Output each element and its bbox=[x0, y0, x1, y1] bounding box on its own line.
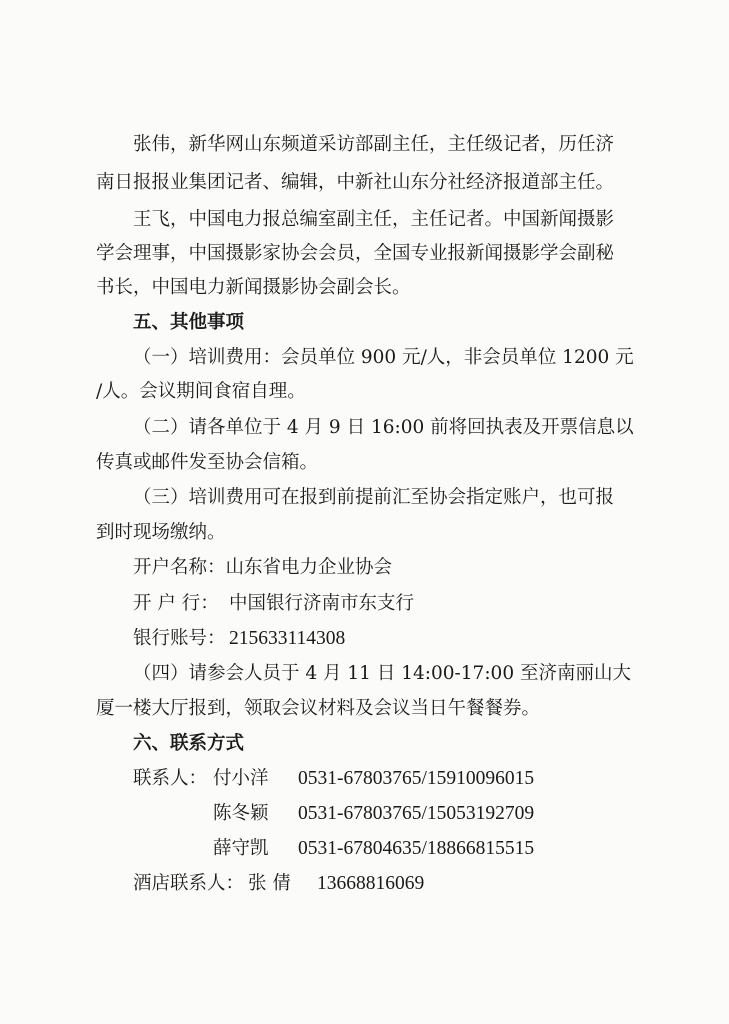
section5-item1-line2: /人。会议期间食宿自理。 bbox=[96, 381, 306, 402]
section5-item4-line1: （四）请参会人员于 4 月 11 日 14:00-17:00 至济南丽山大 bbox=[133, 663, 631, 684]
contact-label: 联系人： bbox=[133, 768, 208, 789]
section5-item2-line1: （二）请各单位于 4 月 9 日 16:00 前将回执表及开票信息以 bbox=[133, 417, 634, 438]
bio-zhangwei-line1: 张伟，新华网山东频道采访部副主任，主任级记者，历任济 bbox=[133, 134, 615, 155]
contact-name: 付小洋 bbox=[213, 768, 269, 789]
account-number-value: 215633114308 bbox=[229, 628, 346, 649]
contact-phone: 0531-67804635/18866815515 bbox=[298, 838, 535, 859]
bank-value: 中国银行济南市东支行 bbox=[229, 593, 415, 614]
contact-phone: 0531-67803765/15910096015 bbox=[298, 768, 535, 789]
section5-item4-line2: 厦一楼大厅报到，领取会议材料及会议当日午餐餐券。 bbox=[96, 698, 541, 719]
bio-wangfei-line2: 学会理事，中国摄影家协会会员，全国专业报新闻摄影学会副秘 bbox=[96, 243, 615, 264]
account-name-line: 开户名称：山东省电力企业协会 bbox=[133, 557, 393, 578]
section6-heading: 六、联系方式 bbox=[133, 733, 245, 754]
bio-wangfei-line1: 王飞，中国电力报总编室副主任，主任记者。中国新闻摄影 bbox=[133, 209, 615, 230]
contact-name: 薛守凯 bbox=[213, 838, 269, 859]
hotel-contact-label: 酒店联系人： bbox=[133, 873, 245, 894]
account-number-label: 银行账号： bbox=[133, 628, 226, 649]
section5-item1-line1: （一）培训费用：会员单位 900 元/人，非会员单位 1200 元 bbox=[133, 347, 634, 368]
bank-label: 开 户 行： bbox=[133, 593, 219, 614]
section5-item3-line1: （三）培训费用可在报到前提前汇至协会指定账户，也可报 bbox=[133, 487, 615, 508]
hotel-contact-phone: 13668816069 bbox=[317, 873, 425, 894]
hotel-contact-name: 张 倩 bbox=[248, 873, 291, 894]
section5-heading: 五、其他事项 bbox=[133, 312, 245, 333]
contact-name: 陈冬颖 bbox=[213, 803, 269, 824]
bio-wangfei-line3: 书长，中国电力新闻摄影协会副会长。 bbox=[96, 277, 411, 298]
section5-item3-line2: 到时现场缴纳。 bbox=[96, 522, 226, 543]
bio-zhangwei-line2: 南日报报业集团记者、编辑，中新社山东分社经济报道部主任。 bbox=[96, 172, 615, 193]
section5-item2-line2: 传真或邮件发至协会信箱。 bbox=[96, 452, 319, 473]
contact-phone: 0531-67803765/15053192709 bbox=[298, 803, 535, 824]
